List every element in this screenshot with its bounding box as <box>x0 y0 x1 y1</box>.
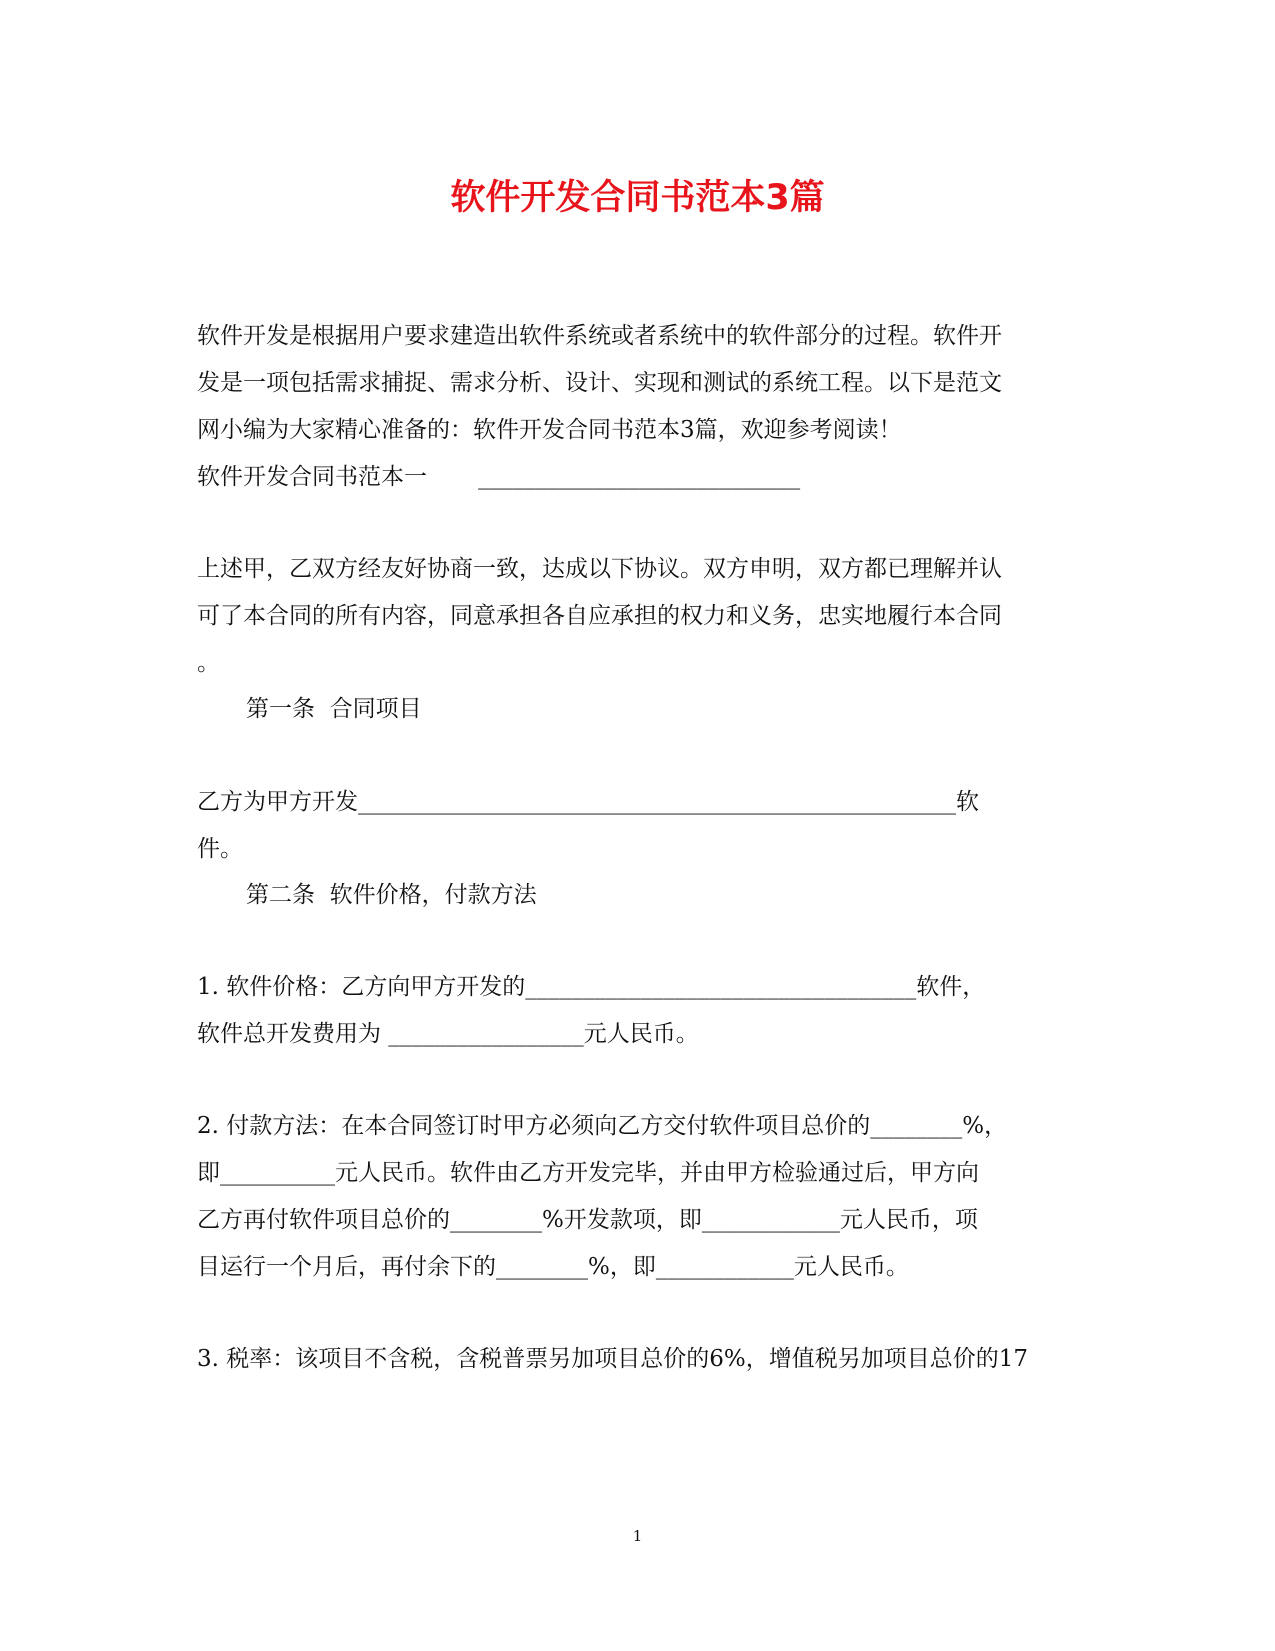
body-line: 3. 税率：该项目不含税，含税普票另加项目总价的6%，增值税另加项目总价的17 <box>197 1346 1029 1372</box>
body-line: 软件开发是根据用户要求建造出软件系统或者系统中的软件部分的过程。软件开 <box>197 323 1002 349</box>
body-line: 发是一项包括需求捕捉、需求分析、设计、实现和测试的系统工程。以下是范文 <box>197 370 1002 396</box>
body-line: 件。 <box>197 836 243 862</box>
body-line: 2. 付款方法：在本合同签订时甲方必须向乙方交付软件项目总价的________%， <box>197 1113 1008 1139</box>
body-line: 网小编为大家精心准备的：软件开发合同书范本3篇，欢迎参考阅读！ <box>197 417 902 443</box>
section-heading-line: 软件开发合同书范本一 ____________________________ <box>197 464 801 490</box>
body-line: 上述甲，乙双方经友好协商一致，达成以下协议。双方申明，双方都已理解并认 <box>197 556 1002 582</box>
body-line: 1. 软件价格：乙方向甲方开发的__________________________________软件， <box>197 974 986 1000</box>
body-line: 软件总开发费用为 _________________元人民币。 <box>197 1021 699 1047</box>
body-line: 乙方再付软件项目总价的________%开发款项，即____________元人民币，项 <box>197 1207 978 1233</box>
body-line: 可了本合同的所有内容，同意承担各自应承担的权力和义务，忠实地履行本合同 <box>197 603 1002 629</box>
body-line: 目运行一个月后，再付余下的________%，即____________元人民币。 <box>197 1254 909 1280</box>
body-line: 即__________元人民币。软件由乙方开发完毕，并由甲方检验通过后，甲方向 <box>197 1160 979 1186</box>
page-number: 1 <box>632 1527 643 1545</box>
body-line: 乙方为甲方开发____________________________________________________软 <box>197 789 979 815</box>
article-heading: 第一条 合同项目 <box>246 696 422 722</box>
article-heading: 第二条 软件价格，付款方法 <box>246 882 537 908</box>
document-title: 软件开发合同书范本3篇 <box>450 178 825 218</box>
body-line: 。 <box>197 650 220 676</box>
